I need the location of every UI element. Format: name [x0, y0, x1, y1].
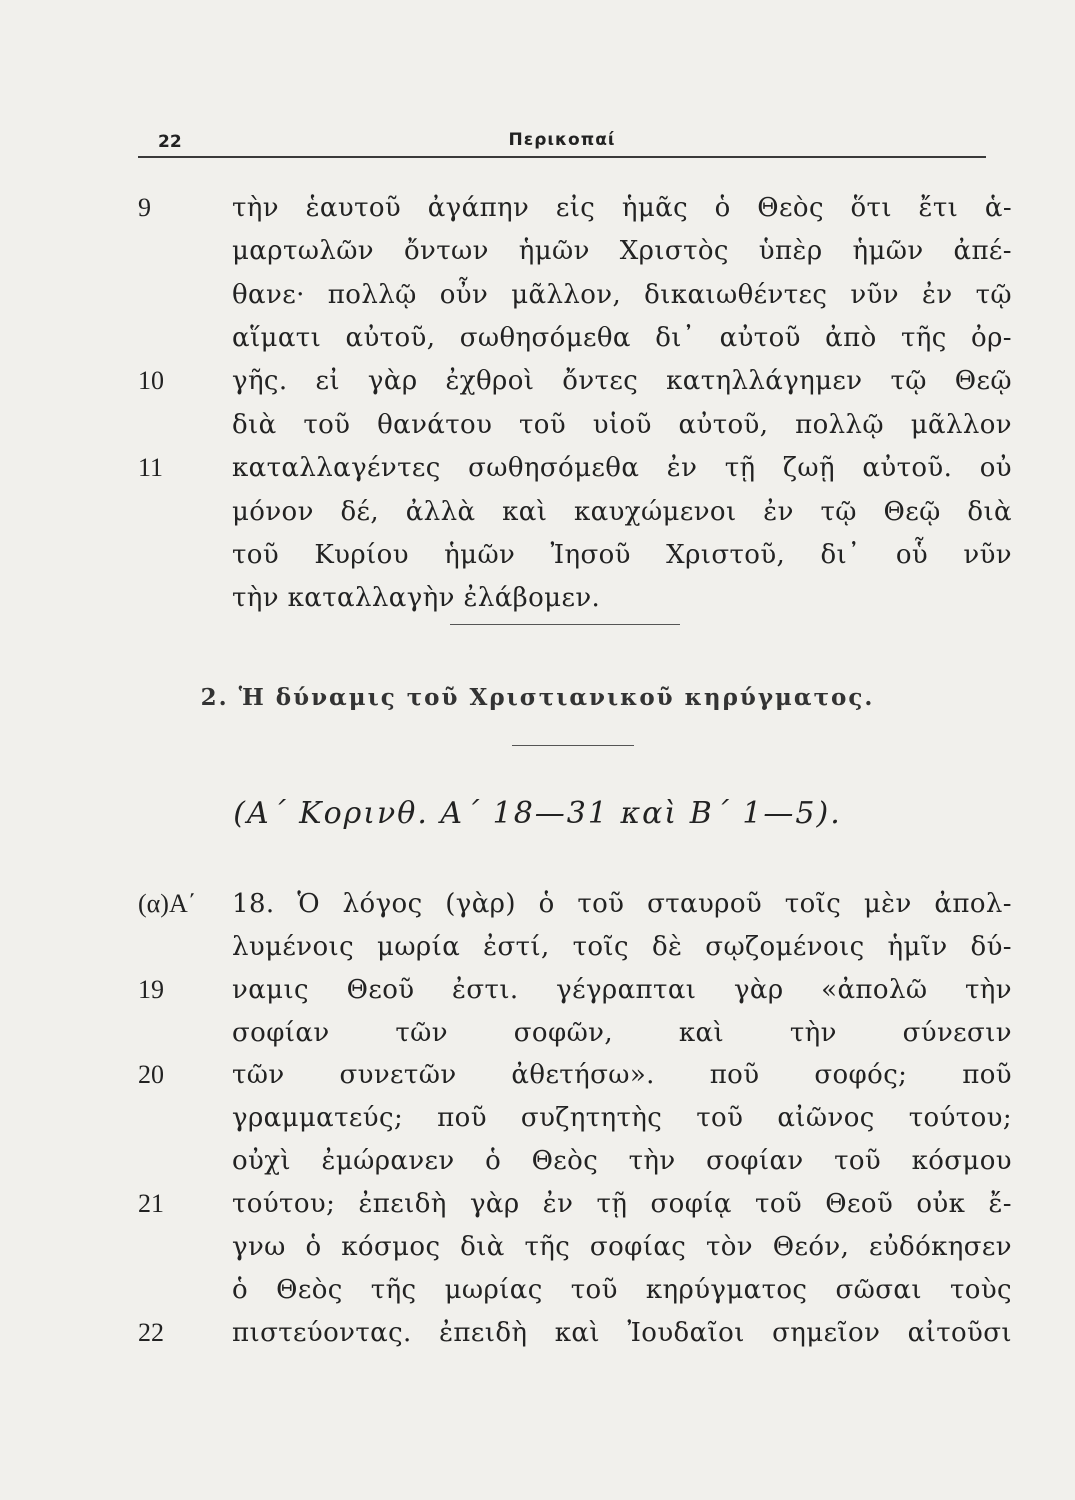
- verse-number: (α)Α΄: [138, 889, 197, 918]
- line-text: λυμένοις μωρία ἐστί, τοῖς δὲ σῳζομένοις ἡμῖν δύ-: [232, 932, 1012, 962]
- text-line: [0, 490, 1075, 534]
- line-text: τῶν συνετῶν ἀθετήσω». ποῦ σοφός; ποῦ: [232, 1060, 1012, 1090]
- text-line: [0, 403, 1075, 447]
- line-text: πιστεύοντας. ἐπειδὴ καὶ Ἰουδαῖοι σημεῖον αἰτοῦσι: [232, 1318, 1012, 1348]
- text-line: [0, 882, 1075, 926]
- text-line: [0, 576, 1075, 620]
- line-text: ὁ Θεὸς τῆς μωρίας τοῦ κηρύγματος σῶσαι τοὺς: [232, 1275, 1012, 1305]
- section-title: 2. Ἡ δύναμις τοῦ Χριστιανικοῦ κηρύγματος.: [200, 684, 875, 711]
- text-line: [0, 1182, 1075, 1226]
- text-line: [0, 186, 1075, 230]
- text-line: [0, 1225, 1075, 1269]
- verse-number: 9: [138, 193, 151, 222]
- line-text: καταλλαγέντες σωθησόμεθα ἐν τῇ ζωῇ αὐτοῦ. οὐ: [232, 453, 1012, 483]
- text-line: [0, 316, 1075, 360]
- line-text: γραμματεύς; ποῦ συζητητὴς τοῦ αἰῶνος τούτου;: [232, 1103, 1012, 1133]
- line-text: τὴν καταλλαγὴν ἐλάβομεν.: [232, 583, 601, 613]
- verse-number: 10: [138, 366, 164, 395]
- verse-number: 22: [138, 1318, 164, 1347]
- section-divider: [450, 624, 680, 625]
- text-line: [0, 533, 1075, 577]
- line-text: αἵματι αὐτοῦ, σωθησόμεθα δι᾿ αὐτοῦ ἀπὸ τῆς ὀρ-: [232, 323, 1012, 353]
- text-line: [0, 229, 1075, 273]
- line-text: σοφίαν τῶν σοφῶν, καὶ τὴν σύνεσιν: [232, 1018, 1012, 1048]
- line-text: τούτου; ἐπειδὴ γὰρ ἐν τῇ σοφίᾳ τοῦ Θεοῦ οὐκ ἔ-: [232, 1189, 1012, 1219]
- text-line: [0, 1053, 1075, 1097]
- page-header: [138, 126, 986, 158]
- scripture-reference: (Α΄ Κορινθ. Α΄ 18—31 καὶ Β΄ 1—5).: [233, 796, 842, 831]
- verse-number: 11: [138, 453, 164, 482]
- line-text: γῆς. εἰ γὰρ ἐχθροὶ ὄντες κατηλλάγημεν τῷ Θεῷ: [232, 366, 1012, 396]
- title-underline: [512, 745, 634, 746]
- verse-number: 19: [138, 975, 164, 1004]
- verse-number: 21: [138, 1189, 164, 1218]
- line-text: διὰ τοῦ θανάτου τοῦ υἱοῦ αὐτοῦ, πολλῷ μᾶλλον: [232, 410, 1012, 440]
- line-text: τοῦ Κυρίου ἡμῶν Ἰησοῦ Χριστοῦ, δι᾿ οὗ νῦν: [232, 540, 1012, 570]
- line-text: γνω ὁ κόσμος διὰ τῆς σοφίας τὸν Θεόν, εὐδόκησεν: [232, 1232, 1012, 1262]
- line-text: ναμις Θεοῦ ἐστι. γέγραπται γὰρ «ἀπολῶ τὴν: [232, 975, 1012, 1005]
- line-text: 18. Ὁ λόγος (γὰρ) ὁ τοῦ σταυροῦ τοῖς μὲν ἀπολ-: [232, 889, 1012, 919]
- line-text: οὐχὶ ἐμώρανεν ὁ Θεὸς τὴν σοφίαν τοῦ κόσμου: [232, 1146, 1012, 1176]
- text-line: [0, 1311, 1075, 1355]
- text-line: [0, 359, 1075, 403]
- line-text: τὴν ἑαυτοῦ ἀγάπην εἰς ἡμᾶς ὁ Θεὸς ὅτι ἔτι ἁ-: [232, 193, 1012, 223]
- text-line: [0, 968, 1075, 1012]
- line-text: θανε· πολλῷ οὖν μᾶλλον, δικαιωθέντες νῦν ἐν τῷ: [232, 280, 1012, 310]
- text-line: [0, 925, 1075, 969]
- text-line: [0, 1011, 1075, 1055]
- line-text: μόνον δέ, ἀλλὰ καὶ καυχώμενοι ἐν τῷ Θεῷ διὰ: [232, 497, 1012, 527]
- text-line: [0, 273, 1075, 317]
- text-line: [0, 446, 1075, 490]
- page-number: 22: [158, 132, 182, 152]
- line-text: μαρτωλῶν ὄντων ἡμῶν Χριστὸς ὑπὲρ ἡμῶν ἀπέ-: [232, 236, 1012, 266]
- running-title: Περικοπαί: [508, 130, 616, 150]
- verse-number: 20: [138, 1060, 164, 1089]
- text-line: [0, 1096, 1075, 1140]
- text-line: [0, 1268, 1075, 1312]
- text-line: [0, 1139, 1075, 1183]
